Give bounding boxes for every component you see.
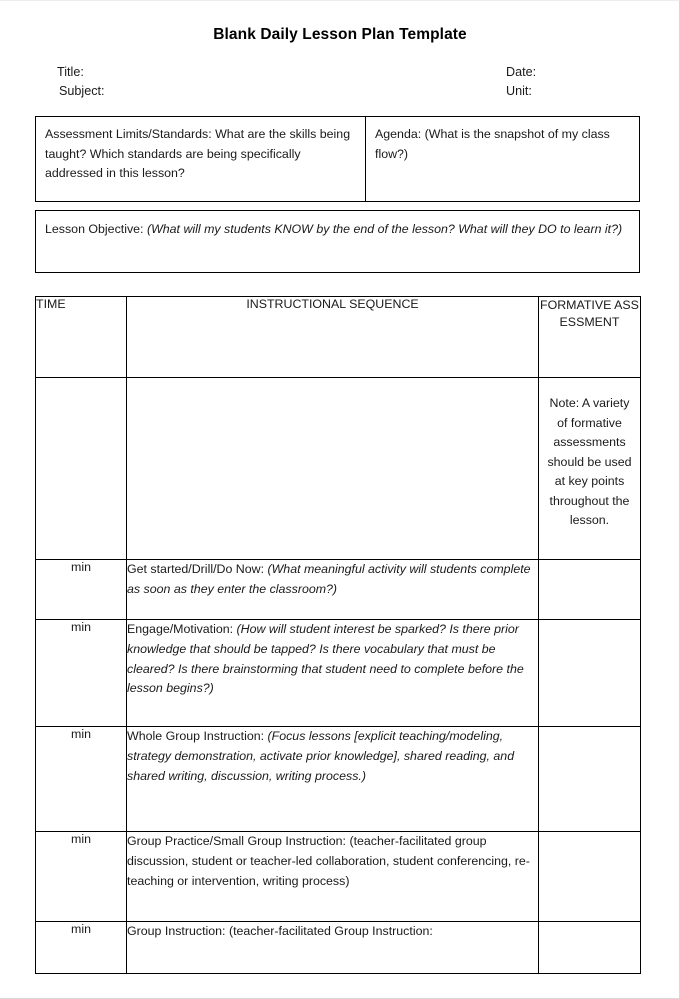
row-label: Get started/Drill/Do Now: (127, 562, 265, 576)
agenda-label: Agenda: (375, 127, 422, 141)
row-label: Whole Group Instruction: (127, 729, 265, 743)
table-row (36, 727, 641, 832)
table-row (36, 620, 641, 727)
row-formative-cell (539, 832, 641, 922)
row-time-value: min (36, 922, 127, 974)
row-prompt: (Focus lessons [explicit teaching/modeling, strategy demonstration, activate prior knowledge], shared reading, and shared writing, discussion, writing process.) (127, 729, 515, 783)
page-title: Blank Daily Lesson Plan Template (213, 26, 467, 43)
row-prompt: (teacher-facilitated group discussion, student or teacher-led collaboration, student conferencing, re-teaching or intervention, writing process) (127, 834, 530, 888)
column-header-formative-assessment: FORMATIVE ASSESSMENT (539, 297, 641, 378)
note-row-formative-cell (539, 378, 641, 560)
row-time-value: min (36, 832, 127, 922)
assessment-limits-prompt: What are the skills being taught? Which standards are being specifically addressed in this lesson? (45, 127, 351, 180)
meta-fields (0, 63, 680, 105)
agenda-prompt: (What is the snapshot of my class flow?) (375, 127, 610, 161)
lesson-objective-text (45, 220, 629, 240)
column-header-instructional-sequence: INSTRUCTIONAL SEQUENCE (127, 297, 539, 378)
unit-field-label: Unit: (506, 84, 532, 98)
table-row (36, 832, 641, 922)
row-time-value: min (36, 560, 127, 620)
formative-assessment-note: Note: A variety of formative assessments should be used at key points throughout the lesson. (547, 396, 632, 527)
note-row (36, 378, 641, 560)
row-label: Engage/Motivation: (127, 622, 234, 636)
row-prompt: (What meaningful activity will students complete as soon as they enter the classroom?) (127, 562, 531, 596)
row-prompt: (teacher-facilitated Group Instruction: (228, 924, 433, 938)
instructional-sequence-table (35, 296, 641, 974)
row-formative-cell (539, 560, 641, 620)
row-sequence-cell (127, 922, 539, 974)
row-formative-cell (539, 620, 641, 727)
table-row (36, 922, 641, 974)
row-formative-cell (539, 727, 641, 832)
assessment-limits-cell (36, 117, 366, 201)
row-sequence-cell (127, 560, 539, 620)
row-sequence-cell (127, 620, 539, 727)
row-sequence-cell (127, 727, 539, 832)
meta-right-column (506, 63, 536, 101)
subject-field-label: Subject: (59, 84, 105, 98)
agenda-cell (366, 117, 639, 201)
assessment-limits-text (45, 125, 356, 184)
table-header-row (36, 297, 641, 378)
table-row (36, 560, 641, 620)
lesson-objective-box (35, 210, 640, 273)
row-time-value: min (36, 620, 127, 727)
row-time-value: min (36, 727, 127, 832)
row-formative-cell (539, 922, 641, 974)
lesson-objective-prompt: (What will my students KNOW by the end of the lesson? What will they DO to learn it?) (146, 222, 623, 236)
row-sequence-cell (127, 832, 539, 922)
row-label: Group Practice/Small Group Instruction: (127, 834, 346, 848)
row-prompt: (How will student interest be sparked? Is there prior knowledge that should be tapped? Is there vocabulary that must be cleared? Is there brainstorming that student need to complete before the lesson begins?) (127, 622, 524, 696)
row-label: Group Instruction: (127, 924, 226, 938)
agenda-text (375, 125, 630, 164)
note-row-time-cell (36, 378, 127, 560)
note-row-sequence-cell (127, 378, 539, 560)
assessment-limits-label: Assessment Limits/Standards: (45, 127, 212, 141)
assessment-agenda-box (35, 116, 640, 202)
lesson-objective-label: Lesson Objective: (45, 222, 144, 236)
meta-left-column (57, 63, 105, 101)
date-field-label: Date: (506, 65, 537, 79)
title-field-label: Title: (57, 65, 84, 79)
column-header-time: TIME (36, 297, 127, 378)
